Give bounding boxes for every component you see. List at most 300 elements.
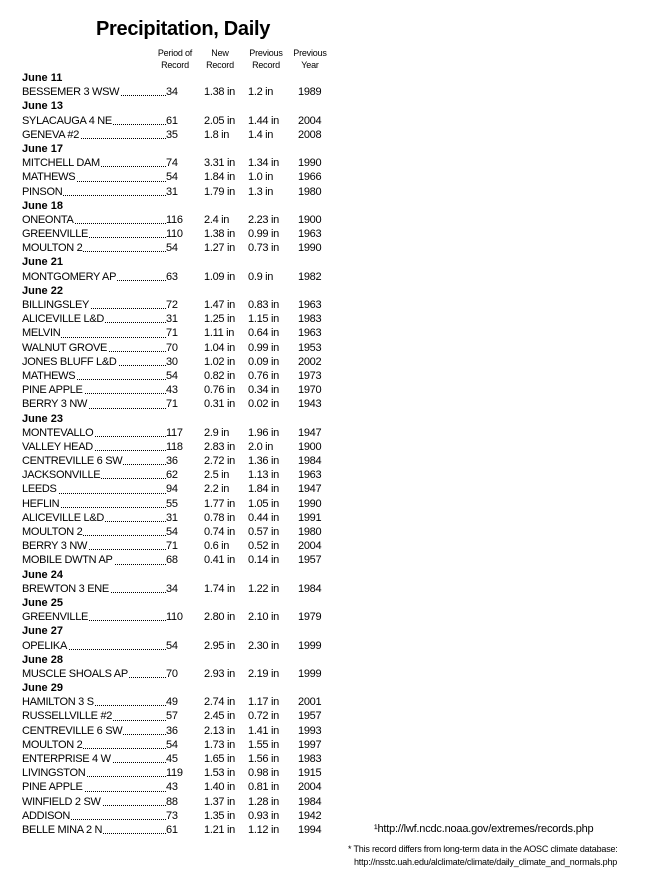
station-cell <box>22 128 166 142</box>
station-name: MOULTON 2 <box>22 242 83 255</box>
station-name: BERRY 3 NW <box>22 540 88 553</box>
station-cell <box>22 482 166 496</box>
new-record: 1.74 in <box>204 582 235 595</box>
new-record: 2.93 in <box>204 667 235 680</box>
previous-record: 0.14 in <box>248 554 279 567</box>
previous-record: 2.19 in <box>248 667 279 680</box>
station-name: RUSSELLVILLE #2 <box>22 710 113 723</box>
station-name: WALNUT GROVE <box>22 341 108 354</box>
table-row <box>22 667 342 681</box>
period-of-record: 119 <box>166 767 183 780</box>
previous-record: 1.22 in <box>248 582 279 595</box>
previous-record: 1.17 in <box>248 696 279 709</box>
previous-record: 0.76 in <box>248 369 279 382</box>
date-header: June 18 <box>22 199 63 212</box>
station-cell <box>22 766 166 780</box>
previous-record: 1.15 in <box>248 313 279 326</box>
table-row <box>22 482 342 496</box>
previous-record: 2.10 in <box>248 611 279 624</box>
header-new-record <box>201 47 239 71</box>
date-header: June 29 <box>22 682 63 695</box>
previous-year: 1984 <box>298 455 322 468</box>
new-record: 1.47 in <box>204 299 235 311</box>
station-name: MONTGOMERY AP <box>22 270 117 283</box>
header-new-line2: Record <box>206 60 234 70</box>
period-of-record: 73 <box>166 809 178 822</box>
previous-year: 1989 <box>298 86 322 99</box>
station-cell <box>22 525 166 539</box>
station-name: PINSON <box>22 185 63 198</box>
table-row <box>22 511 342 525</box>
previous-record: 0.83 in <box>248 299 279 311</box>
period-of-record: 74 <box>166 157 178 170</box>
previous-record: 0.57 in <box>248 526 279 538</box>
new-record: 0.82 in <box>204 369 235 382</box>
period-of-record: 43 <box>166 781 178 794</box>
station-cell <box>22 170 166 184</box>
previous-record: 1.56 in <box>248 753 279 765</box>
period-of-record: 110 <box>166 228 183 241</box>
period-of-record: 72 <box>166 299 178 311</box>
previous-record: 0.9 in <box>248 270 274 283</box>
period-of-record: 57 <box>166 710 178 723</box>
previous-record: 1.28 in <box>248 795 279 808</box>
station-name: CENTREVILLE 6 SW <box>22 455 123 468</box>
previous-record: 0.98 in <box>248 767 279 780</box>
period-of-record: 54 <box>166 242 178 255</box>
new-record: 0.76 in <box>204 384 235 397</box>
new-record: 1.53 in <box>204 767 235 780</box>
station-cell <box>22 497 166 511</box>
period-of-record: 31 <box>166 313 178 326</box>
new-record: 1.27 in <box>204 242 235 255</box>
period-of-record: 88 <box>166 795 178 808</box>
station-name: BREWTON 3 ENE <box>22 582 109 595</box>
period-of-record: 35 <box>166 128 178 141</box>
previous-record: 0.72 in <box>248 710 279 723</box>
previous-record: 1.05 in <box>248 497 279 510</box>
station-cell <box>22 724 166 738</box>
period-of-record: 68 <box>166 554 178 567</box>
previous-year: 1979 <box>298 611 322 624</box>
station-name: MOBILE DWTN AP <box>22 554 113 567</box>
station-cell <box>22 213 166 227</box>
previous-record: 0.99 in <box>248 228 279 241</box>
station-name: ENTERPRISE 4 W <box>22 753 111 765</box>
previous-record: 1.84 in <box>248 483 279 496</box>
table-row <box>22 397 342 411</box>
previous-record: 2.23 in <box>248 213 279 226</box>
station-name: HEFLIN <box>22 497 60 510</box>
new-record: 2.13 in <box>204 724 235 737</box>
period-of-record: 116 <box>166 213 183 226</box>
period-of-record: 118 <box>166 440 183 453</box>
previous-record: 1.4 in <box>248 128 274 141</box>
previous-year: 1993 <box>298 724 322 737</box>
table-row <box>22 426 342 440</box>
previous-year: 1966 <box>298 171 322 184</box>
station-cell <box>22 355 166 369</box>
station-name: MONTEVALLO <box>22 426 94 439</box>
date-header: June 27 <box>22 625 63 638</box>
previous-record: 1.36 in <box>248 455 279 468</box>
period-of-record: 30 <box>166 355 178 368</box>
station-name: JONES BLUFF L&D <box>22 355 117 368</box>
previous-record: 0.99 in <box>248 341 279 354</box>
new-record: 1.65 in <box>204 753 235 765</box>
new-record: 2.4 in <box>204 213 230 226</box>
table-row <box>22 695 342 709</box>
previous-record: 0.64 in <box>248 327 279 340</box>
new-record: 0.31 in <box>204 398 235 411</box>
table-row <box>22 752 342 766</box>
previous-record: 0.09 in <box>248 355 279 368</box>
station-cell <box>22 823 166 837</box>
previous-year: 1999 <box>298 639 322 652</box>
new-record: 2.5 in <box>204 469 230 482</box>
date-header: June 24 <box>22 568 63 581</box>
date-header: June 25 <box>22 596 63 609</box>
previous-year: 1973 <box>298 369 322 382</box>
station-name: MOULTON 2 <box>22 738 83 751</box>
table-row <box>22 185 342 199</box>
previous-year: 1943 <box>298 398 322 411</box>
station-cell <box>22 610 166 624</box>
date-header: June 11 <box>22 72 63 84</box>
station-name: ADDISON <box>22 809 71 822</box>
date-header: June 23 <box>22 412 63 425</box>
previous-record: 1.55 in <box>248 738 279 751</box>
previous-year: 2004 <box>298 114 322 127</box>
previous-year: 1999 <box>298 667 322 680</box>
station-cell <box>22 426 166 440</box>
new-record: 2.9 in <box>204 426 230 439</box>
header-previous-line2: Record <box>252 60 280 70</box>
period-of-record: 117 <box>166 426 183 439</box>
period-of-record: 54 <box>166 369 178 382</box>
period-of-record: 70 <box>166 667 178 680</box>
table-row <box>22 355 342 369</box>
period-of-record: 63 <box>166 270 178 283</box>
new-record: 2.80 in <box>204 611 235 624</box>
station-name: PINE APPLE <box>22 384 83 397</box>
date-header: June 21 <box>22 256 63 269</box>
new-record: 1.21 in <box>204 823 235 836</box>
previous-record: 1.44 in <box>248 114 279 127</box>
station-cell <box>22 440 166 454</box>
source-footnote: ¹http://lwf.ncdc.noaa.gov/extremes/records.php <box>374 823 594 835</box>
database-note-line2: http://nsstc.uah.edu/alclimate/climate/daily_climate_and_normals.php <box>354 856 618 867</box>
table-row <box>22 270 342 284</box>
station-name: VALLEY HEAD <box>22 440 93 453</box>
station-name: HAMILTON 3 S <box>22 696 94 709</box>
station-name: GENEVA #2 <box>22 128 80 141</box>
table-row <box>22 823 342 837</box>
new-record: 3.31 in <box>204 157 235 170</box>
period-of-record: 43 <box>166 384 178 397</box>
header-previous-record <box>247 47 285 71</box>
previous-year: 1990 <box>298 157 322 170</box>
previous-year: 1983 <box>298 313 322 326</box>
table-row <box>22 227 342 241</box>
new-record: 2.74 in <box>204 696 235 709</box>
header-new-line1: New <box>211 48 229 58</box>
station-cell <box>22 795 166 809</box>
station-name: MOULTON 2 <box>22 526 83 538</box>
new-record: 0.6 in <box>204 540 230 553</box>
previous-year: 1980 <box>298 526 322 538</box>
period-of-record: 34 <box>166 582 178 595</box>
period-of-record: 31 <box>166 511 178 524</box>
previous-year: 1900 <box>298 213 322 226</box>
previous-record: 1.3 in <box>248 185 274 198</box>
period-of-record: 54 <box>166 738 178 751</box>
station-cell <box>22 639 166 653</box>
station-cell <box>22 241 166 255</box>
station-name: PINE APPLE <box>22 781 83 794</box>
period-of-record: 36 <box>166 455 178 468</box>
previous-year: 1900 <box>298 440 322 453</box>
previous-record: 1.34 in <box>248 157 279 170</box>
table-row <box>22 213 342 227</box>
previous-record: 2.30 in <box>248 639 279 652</box>
period-of-record: 110 <box>166 611 183 624</box>
station-cell <box>22 185 166 199</box>
previous-year: 1990 <box>298 242 322 255</box>
station-cell <box>22 156 166 170</box>
table-row <box>22 156 342 170</box>
previous-record: 0.81 in <box>248 781 279 794</box>
table-row <box>22 128 342 142</box>
records-table <box>22 71 342 837</box>
station-cell <box>22 114 166 128</box>
new-record: 1.73 in <box>204 738 235 751</box>
period-of-record: 71 <box>166 398 178 411</box>
previous-record: 1.0 in <box>248 171 274 184</box>
station-cell <box>22 553 166 567</box>
previous-year: 1957 <box>298 710 322 723</box>
table-row <box>22 724 342 738</box>
new-record: 1.40 in <box>204 781 235 794</box>
previous-record: 0.73 in <box>248 242 279 255</box>
station-name: BILLINGSLEY <box>22 299 90 311</box>
table-row <box>22 525 342 539</box>
table-row <box>22 795 342 809</box>
previous-record: 1.96 in <box>248 426 279 439</box>
period-of-record: 62 <box>166 469 178 482</box>
database-note-line1: * This record differs from long-term data in the AOSC climate database: <box>348 844 618 854</box>
period-of-record: 71 <box>166 327 178 340</box>
station-name: MITCHELL DAM <box>22 157 100 170</box>
period-of-record: 54 <box>166 526 178 538</box>
header-period-line2: Record <box>161 60 189 70</box>
station-name: LIVINGSTON <box>22 767 86 780</box>
station-cell <box>22 326 166 340</box>
previous-record: 1.2 in <box>248 86 274 99</box>
previous-year: 1942 <box>298 809 322 822</box>
previous-record: 0.34 in <box>248 384 279 397</box>
previous-year: 1984 <box>298 582 322 595</box>
station-cell <box>22 85 166 99</box>
period-of-record: 55 <box>166 497 178 510</box>
station-name: BESSEMER 3 WSW <box>22 86 120 99</box>
previous-year: 2002 <box>298 355 322 368</box>
station-cell <box>22 511 166 525</box>
station-cell <box>22 454 166 468</box>
previous-year: 2004 <box>298 540 322 553</box>
previous-year: 1957 <box>298 554 322 567</box>
table-row <box>22 738 342 752</box>
new-record: 1.77 in <box>204 497 235 510</box>
database-note <box>348 843 618 868</box>
previous-year: 1983 <box>298 753 322 765</box>
station-name: SYLACAUGA 4 NE <box>22 114 112 127</box>
new-record: 1.37 in <box>204 795 235 808</box>
table-row <box>22 312 342 326</box>
station-name: OPELIKA <box>22 639 67 652</box>
previous-year: 1997 <box>298 738 322 751</box>
date-header: June 22 <box>22 284 63 297</box>
station-name: JACKSONVILLE <box>22 469 101 482</box>
table-row <box>22 114 342 128</box>
station-cell <box>22 227 166 241</box>
new-record: 2.83 in <box>204 440 235 453</box>
table-row <box>22 780 342 794</box>
new-record: 1.38 in <box>204 86 235 99</box>
header-period-of-record <box>156 47 194 71</box>
new-record: 1.8 in <box>204 128 230 141</box>
station-cell <box>22 752 166 766</box>
station-cell <box>22 582 166 596</box>
new-record: 1.38 in <box>204 228 235 241</box>
period-of-record: 34 <box>166 86 178 99</box>
period-of-record: 31 <box>166 185 178 198</box>
station-name: MATHEWS <box>22 171 76 184</box>
station-name: ALICEVILLE L&D <box>22 313 105 326</box>
period-of-record: 71 <box>166 540 178 553</box>
station-cell <box>22 468 166 482</box>
header-previous-line1: Previous <box>249 48 283 58</box>
previous-record: 1.13 in <box>248 469 279 482</box>
new-record: 0.78 in <box>204 511 235 524</box>
station-name: BELLE MINA 2 N <box>22 823 103 836</box>
table-row <box>22 298 342 312</box>
table-row <box>22 241 342 255</box>
previous-record: 0.93 in <box>248 809 279 822</box>
table-row <box>22 383 342 397</box>
previous-year: 2001 <box>298 696 322 709</box>
previous-record: 1.41 in <box>248 724 279 737</box>
station-name: LEEDS <box>22 483 57 496</box>
period-of-record: 61 <box>166 823 178 836</box>
table-row <box>22 639 342 653</box>
previous-year: 1953 <box>298 341 322 354</box>
table-row <box>22 326 342 340</box>
new-record: 1.25 in <box>204 313 235 326</box>
header-period-line1: Period of <box>157 48 193 58</box>
previous-year: 1963 <box>298 327 322 340</box>
table-row <box>22 610 342 624</box>
station-cell <box>22 809 166 823</box>
table-row <box>22 809 342 823</box>
date-header: June 13 <box>22 100 63 113</box>
new-record: 2.45 in <box>204 710 235 723</box>
station-cell <box>22 369 166 383</box>
new-record: 2.72 in <box>204 455 235 468</box>
station-cell <box>22 667 166 681</box>
new-record: 1.02 in <box>204 355 235 368</box>
table-row <box>22 553 342 567</box>
table-row <box>22 341 342 355</box>
station-cell <box>22 383 166 397</box>
station-cell <box>22 738 166 752</box>
table-row <box>22 85 342 99</box>
new-record: 1.35 in <box>204 809 235 822</box>
new-record: 2.05 in <box>204 114 235 127</box>
station-cell <box>22 341 166 355</box>
previous-year: 1963 <box>298 228 322 241</box>
period-of-record: 54 <box>166 639 178 652</box>
new-record: 0.74 in <box>204 526 235 538</box>
previous-year: 1994 <box>298 823 322 836</box>
header-prev-year-line2: Year <box>301 60 319 70</box>
table-row <box>22 369 342 383</box>
previous-year: 1947 <box>298 426 322 439</box>
station-cell <box>22 709 166 723</box>
station-name: MUSCLE SHOALS AP <box>22 667 128 680</box>
new-record: 0.41 in <box>204 554 235 567</box>
station-name: WINFIELD 2 SW <box>22 795 101 808</box>
station-cell <box>22 298 166 312</box>
period-of-record: 94 <box>166 483 178 496</box>
period-of-record: 45 <box>166 753 178 765</box>
table-row <box>22 468 342 482</box>
station-name: MELVIN <box>22 327 61 340</box>
previous-year: 1991 <box>298 511 322 524</box>
new-record: 2.2 in <box>204 483 230 496</box>
previous-record: 1.12 in <box>248 823 279 836</box>
table-row <box>22 440 342 454</box>
table-row <box>22 497 342 511</box>
previous-record: 0.44 in <box>248 511 279 524</box>
station-cell <box>22 270 166 284</box>
table-row <box>22 454 342 468</box>
period-of-record: 61 <box>166 114 178 127</box>
previous-year: 1963 <box>298 299 322 311</box>
previous-year: 1990 <box>298 497 322 510</box>
period-of-record: 36 <box>166 724 178 737</box>
previous-year: 1984 <box>298 795 322 808</box>
station-cell <box>22 695 166 709</box>
previous-year: 2004 <box>298 781 322 794</box>
station-cell <box>22 397 166 411</box>
header-prev-year-line1: Previous <box>293 48 327 58</box>
previous-record: 0.52 in <box>248 540 279 553</box>
previous-year: 2008 <box>298 128 322 141</box>
date-header: June 28 <box>22 653 63 666</box>
new-record: 1.84 in <box>204 171 235 184</box>
previous-record: 2.0 in <box>248 440 274 453</box>
table-row <box>22 582 342 596</box>
period-of-record: 70 <box>166 341 178 354</box>
new-record: 1.11 in <box>204 327 235 340</box>
previous-year: 1980 <box>298 185 322 198</box>
station-cell <box>22 780 166 794</box>
previous-year: 1963 <box>298 469 322 482</box>
station-name: ONEONTA <box>22 213 74 226</box>
new-record: 1.79 in <box>204 185 235 198</box>
station-name: CENTREVILLE 6 SW <box>22 724 123 737</box>
